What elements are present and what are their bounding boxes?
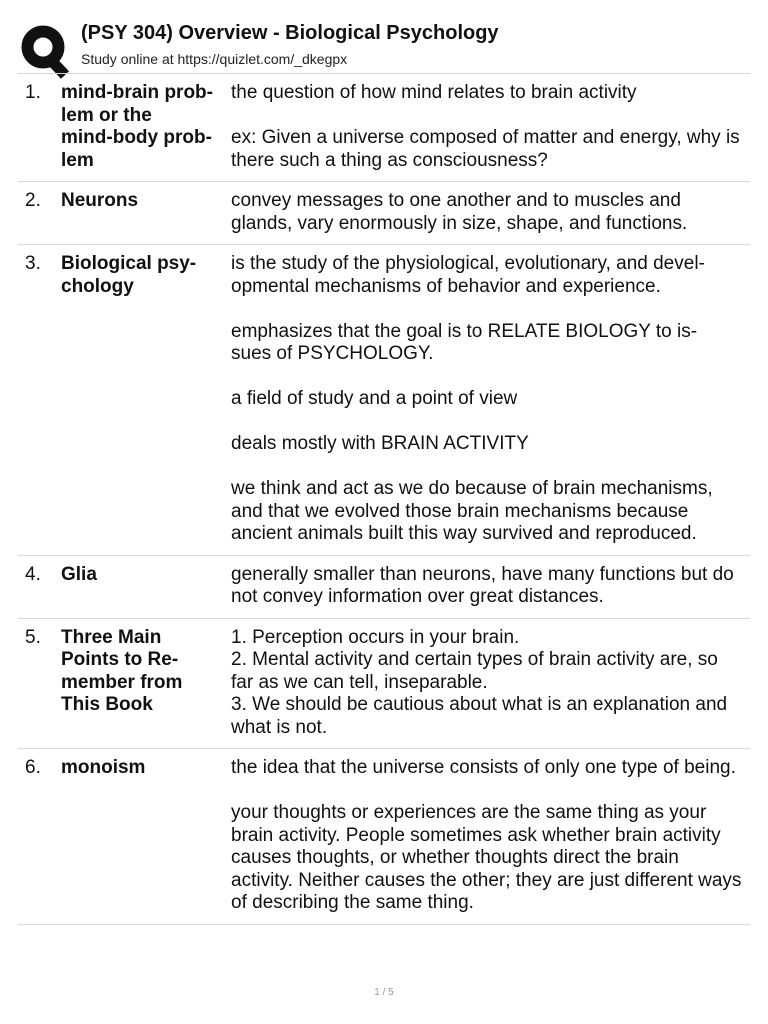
card-term: Neurons bbox=[61, 190, 139, 211]
card-number: 2. bbox=[25, 190, 41, 211]
page-number: 1 / 5 bbox=[374, 987, 394, 998]
definition-paragraph: the idea that the universe consists of only one type of being. bbox=[231, 757, 736, 778]
card-definition bbox=[231, 757, 750, 915]
definition-paragraph: is the study of the physiological, evolutionary, and devel- opmental mechanisms of behavior and experience. bbox=[231, 253, 705, 297]
definition-paragraph: we think and act as we do because of brain mechanisms, and that we evolved those brain mechanisms because ancient animals built this way survived and reproduced. bbox=[231, 478, 713, 544]
flashcard-row bbox=[18, 74, 750, 182]
card-term: mind-brain prob- lem or the mind-body prob- lem bbox=[61, 82, 213, 171]
definition-paragraph: emphasizes that the goal is to RELATE BIOLOGY to is- sues of PSYCHOLOGY. bbox=[231, 320, 698, 364]
card-definition bbox=[231, 82, 750, 172]
card-definition bbox=[231, 564, 750, 609]
card-number: 4. bbox=[25, 563, 41, 585]
definition-paragraph: 1. Perception occurs in your brain. 2. Mental activity and certain types of brain activity are, so far as we can tell, inseparable. 3. We should be cautious about what is an explanation and what is not. bbox=[231, 626, 728, 738]
card-number: 3. bbox=[25, 253, 41, 274]
flashcard-list bbox=[18, 74, 750, 925]
definition-paragraph: a field of study and a point of view bbox=[231, 388, 518, 409]
card-term: Glia bbox=[61, 563, 97, 585]
definition-paragraph: generally smaller than neurons, have many functions but do not convey information over great distances. bbox=[231, 563, 734, 607]
card-number: 1. bbox=[25, 82, 41, 103]
page-header bbox=[18, 18, 750, 74]
definition-paragraph: ex: Given a universe composed of matter and energy, why is there such a thing as consciousness? bbox=[231, 127, 740, 171]
flashcard-row bbox=[18, 556, 750, 619]
definition-paragraph: your thoughts or experiences are the same thing as your brain activity. People sometimes ask whether brain activity causes thoughts, or whether thoughts direct the brain activity. Neither causes the other; they are just different ways of describing the same thing. bbox=[231, 802, 742, 913]
quizlet-logo-icon bbox=[20, 23, 72, 79]
flashcard-row bbox=[18, 182, 750, 245]
card-number: 6. bbox=[25, 757, 41, 778]
definition-paragraph: convey messages to one another and to muscles and glands, vary enormously in size, shape, and functions. bbox=[231, 190, 688, 234]
card-term: monoism bbox=[61, 757, 146, 778]
card-definition bbox=[231, 253, 750, 546]
page-subtitle: Study online at https://quizlet.com/_dkegpx bbox=[81, 51, 348, 67]
card-definition bbox=[231, 190, 750, 235]
flashcard-row bbox=[18, 245, 750, 556]
page-title: (PSY 304) Overview - Biological Psychology bbox=[81, 22, 499, 44]
card-term: Three Main Points to Re- member from This Book bbox=[61, 626, 183, 715]
card-number: 5. bbox=[25, 626, 41, 648]
definition-paragraph: the question of how mind relates to brain activity bbox=[231, 82, 637, 103]
card-definition bbox=[231, 627, 750, 740]
definition-paragraph: deals mostly with BRAIN ACTIVITY bbox=[231, 433, 529, 454]
card-term: Biological psy- chology bbox=[61, 253, 197, 297]
flashcard-row bbox=[18, 619, 750, 750]
flashcard-row bbox=[18, 749, 750, 925]
